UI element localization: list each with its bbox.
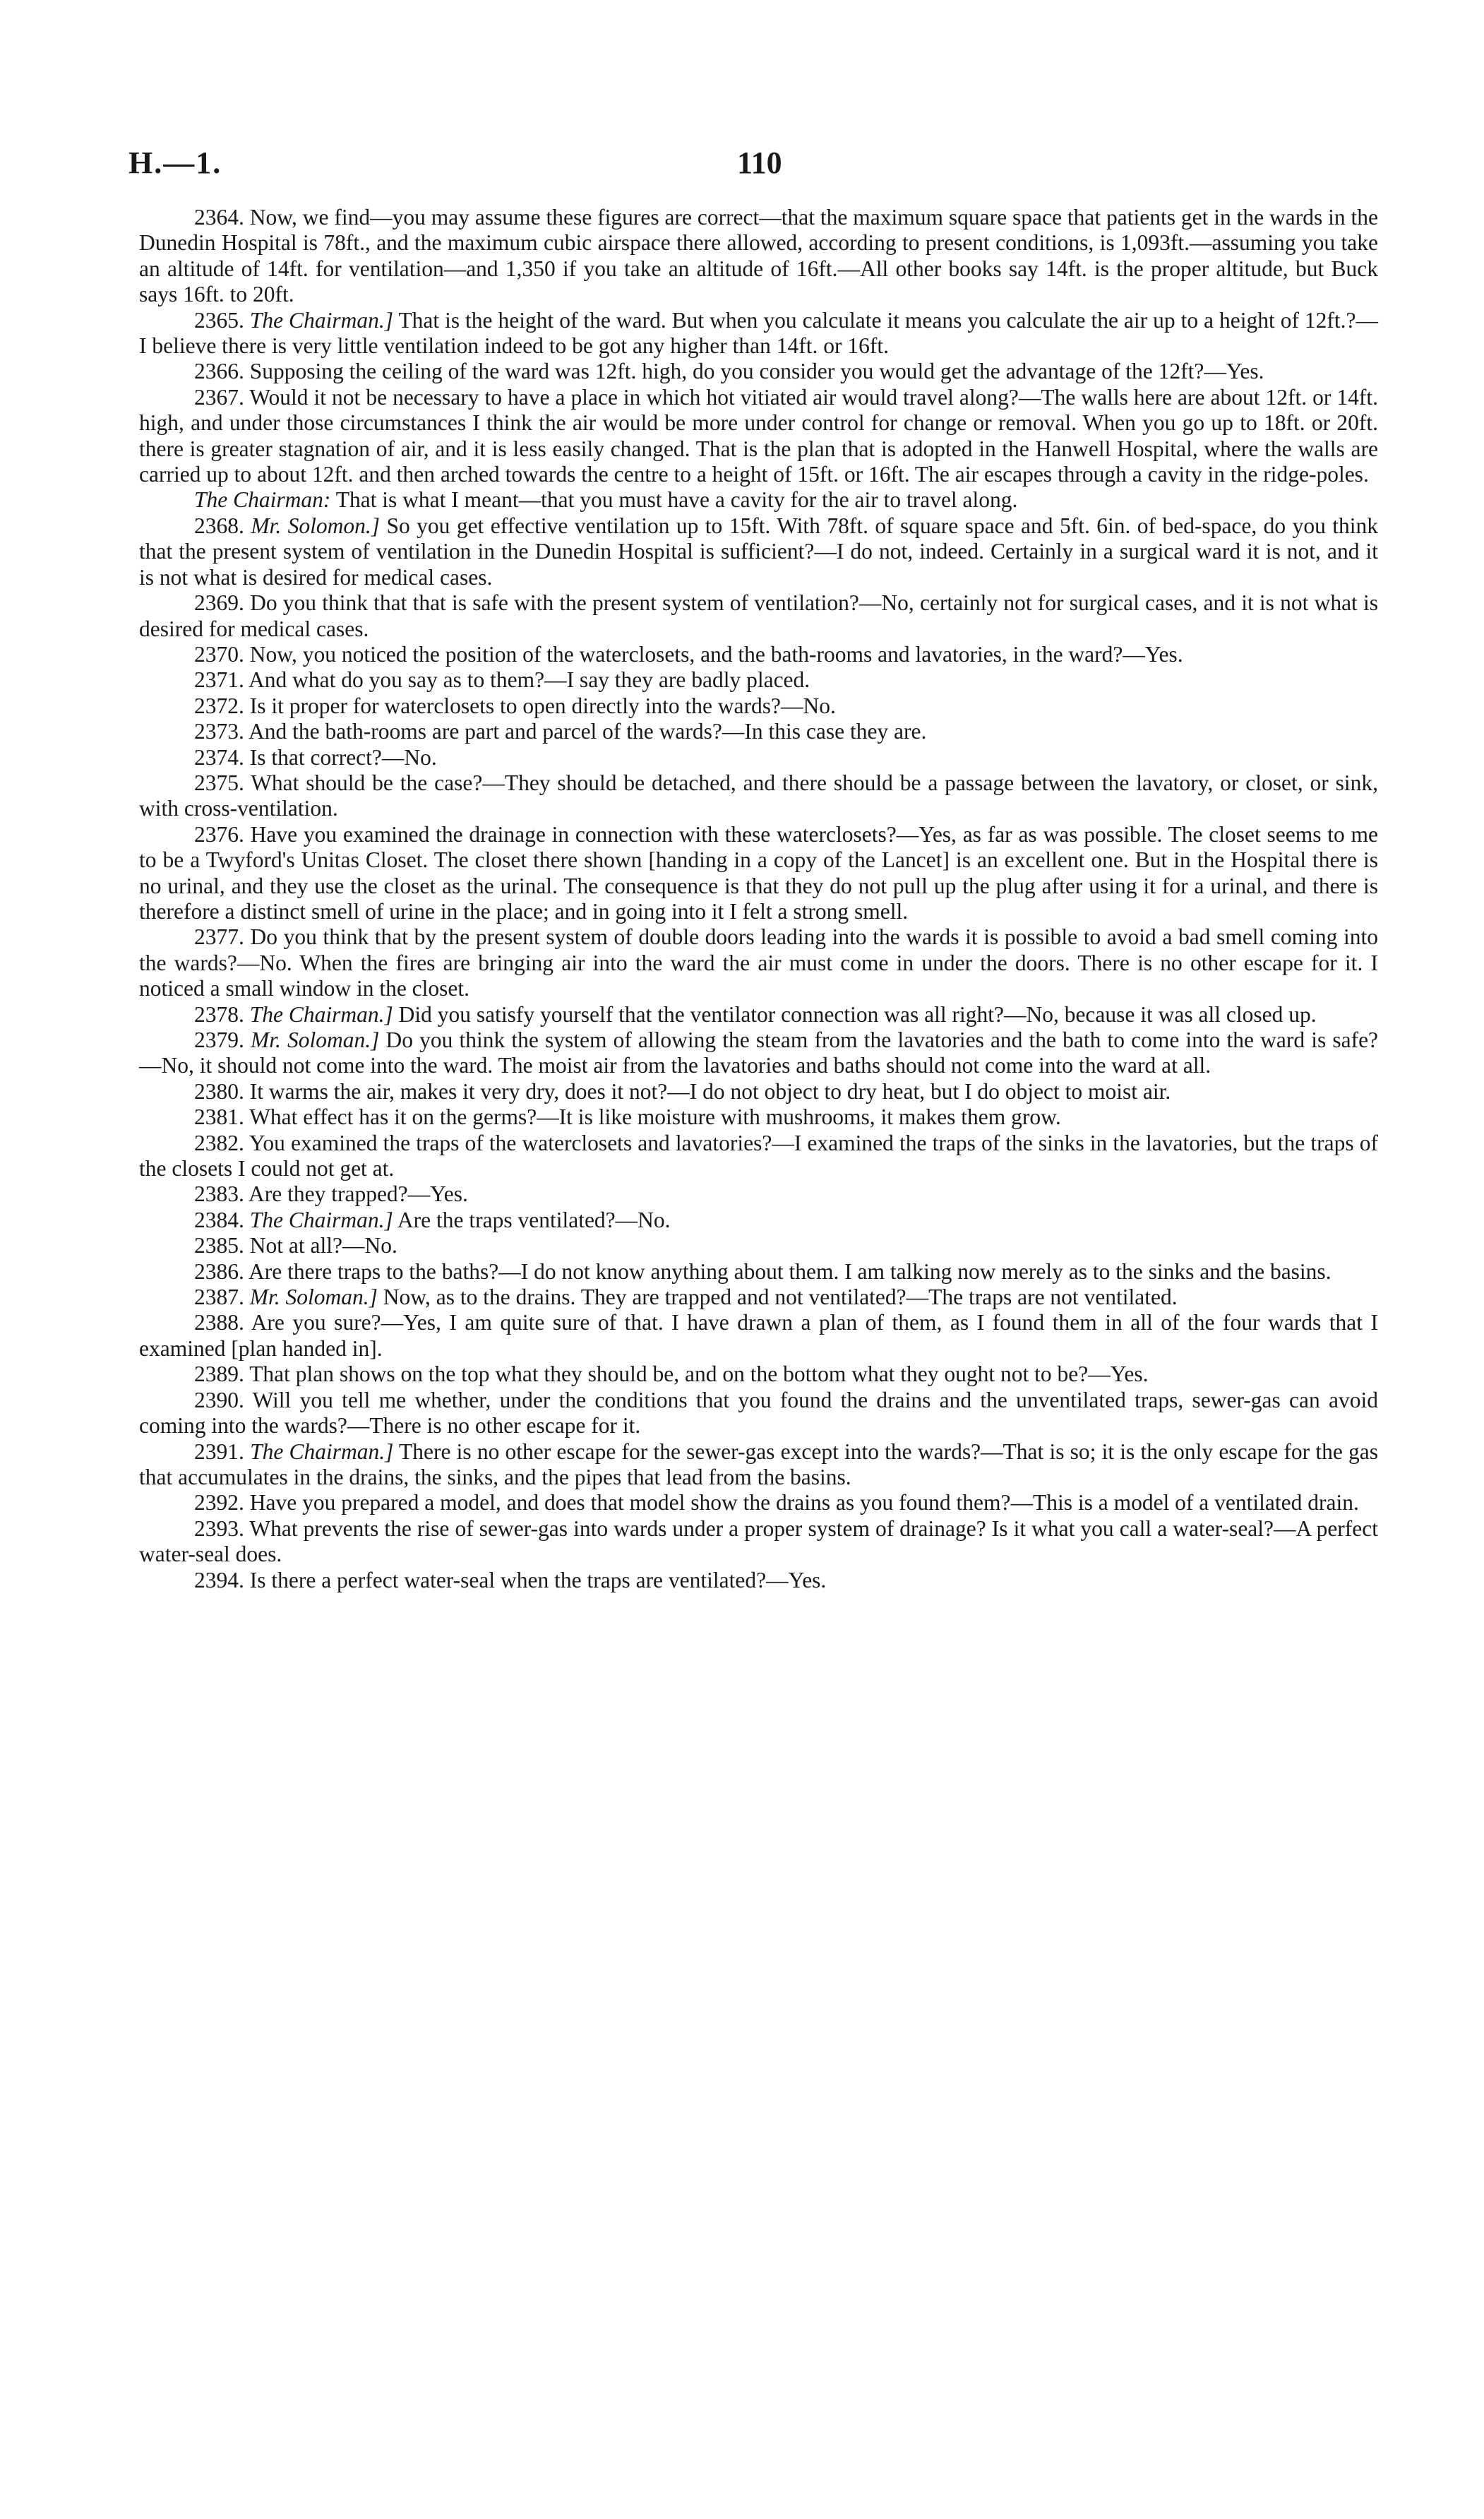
testimony-paragraph: 2393. What prevents the rise of sewer-gas into wards under a proper system of drainage? Is it what you call a water-seal?—A perfect water-seal does. xyxy=(139,1515,1378,1567)
document-reference: H.—1. xyxy=(128,145,222,180)
testimony-paragraph: 2385. Not at all?—No. xyxy=(194,1233,397,1258)
speaker-label: Mr. Soloman.] xyxy=(251,1028,380,1052)
speaker-label: The Chairman.] xyxy=(249,1207,393,1232)
testimony-paragraph: 2380. It warms the air, makes it very dry, does it not?—I do not object to dry heat, but I do object to moist air. xyxy=(194,1078,1171,1104)
testimony-paragraph: 2382. You examined the traps of the waterclosets and lavatories?—I examined the traps of the sinks in the lavatories, but the traps of the closets I could not get at. xyxy=(139,1130,1378,1181)
speaker-label: The Chairman.] xyxy=(250,1439,394,1464)
testimony-paragraph: 2375. What should be the case?—They should be detached, and there should be a passage between the lavatory, or closet, or sink, with cross-ventilation. xyxy=(139,770,1378,821)
speaker-label: The Chairman.] xyxy=(249,1001,393,1027)
testimony-paragraph: 2384. The Chairman.] Are the traps ventilated?—No. xyxy=(194,1207,671,1232)
page-number: 110 xyxy=(737,145,782,180)
testimony-paragraph: 2390. Will you tell me whether, under the conditions that you found the drains and the unventilated traps, sewer-gas can avoid coming into the wards?—There is no other escape for it. xyxy=(139,1387,1379,1439)
speaker-label: Mr. Solomon.] xyxy=(251,513,381,538)
testimony-paragraph: 2378. The Chairman.] Did you satisfy yourself that the ventilator connection was all right?—No, because it was all closed up. xyxy=(194,1001,1317,1027)
testimony-paragraph: 2370. Now, you noticed the position of the waterclosets, and the bath-rooms and lavatories, in the ward?—Yes. xyxy=(194,641,1183,667)
testimony-paragraph: 2386. Are there traps to the baths?—I do not know anything about them. I am talking now merely as to the sinks and the basins. xyxy=(194,1258,1332,1284)
testimony-paragraph: 2365. The Chairman.] That is the height of the ward. But when you calculate it means you calculate the air up to a height of 12ft.?—I believe there is very little ventilation indeed to be got any higher than 14ft. or 16ft. xyxy=(139,307,1378,359)
speaker-label: The Chairman: xyxy=(194,487,331,513)
testimony-paragraph: 2371. And what do you say as to them?—I say they are badly placed. xyxy=(194,667,810,693)
testimony-paragraph: 2379. Mr. Soloman.] Do you think the system of allowing the steam from the lavatories and the bath to come into the ward is safe?—No, it should not come into the ward. The moist air from the lavatories and baths should not come into the ward at all. xyxy=(139,1028,1379,1078)
testimony-paragraph: 2383. Are they trapped?—Yes. xyxy=(194,1181,468,1207)
testimony-body xyxy=(139,205,1378,1593)
testimony-paragraph: 2391. The Chairman.] There is no other escape for the sewer-gas except into the wards?—That is so; it is the only escape for the gas that accumulates in the drains, the sinks, and the pipes that lead from the basins. xyxy=(139,1439,1379,1489)
testimony-paragraph: 2387. Mr. Soloman.] Now, as to the drains. They are trapped and not ventilated?—The traps are not ventilated. xyxy=(194,1285,1178,1310)
testimony-paragraph: 2376. Have you examined the drainage in connection with these waterclosets?—Yes, as far as was possible. The closet seems to me to be a Twyford's Unitas Closet. The closet there shown [handing in a copy of the Lancet] is an excellent one. But in the Hospital there is no urinal, and they use the closet as the urinal. The consequence is that they do not pull up the plug after using it for a urinal, and there is therefore a distinct smell of urine in the place; and in going into it I felt a strong smell. xyxy=(139,821,1379,924)
testimony-paragraph: 2372. Is it proper for waterclosets to open directly into the wards?—No. xyxy=(194,693,836,718)
testimony-paragraph: The Chairman: That is what I meant—that you must have a cavity for the air to travel along. xyxy=(194,487,1018,513)
testimony-paragraph: 2392. Have you prepared a model, and does that model show the drains as you found them?—This is a model of a ventilated drain. xyxy=(194,1490,1359,1515)
testimony-paragraph: 2366. Supposing the ceiling of the ward was 12ft. high, do you consider you would get the advantage of the 12ft?—Yes. xyxy=(194,359,1264,384)
testimony-paragraph: 2377. Do you think that by the present system of double doors leading into the wards it is possible to avoid a bad smell coming into the wards?—No. When the fires are bringing air into the ward the air must come in under the doors. There is no other escape for it. I noticed a small window in the closet. xyxy=(139,924,1379,1001)
testimony-paragraph: 2364. Now, we find—you may assume these figures are correct—that the maximum square space that patients get in the wards in the Dunedin Hospital is 78ft., and the maximum cubic airspace there allowed, according to present conditions, is 1,093ft.—assuming you take an altitude of 14ft. for ventilation—and 1,350 if you take an altitude of 16ft.—All other books say 14ft. is the proper altitude, but Buck says 16ft. to 20ft. xyxy=(139,205,1379,307)
testimony-paragraph: 2388. Are you sure?—Yes, I am quite sure of that. I have drawn a plan of them, as I found them in all of the four wards that I examined [plan handed in]. xyxy=(139,1310,1378,1361)
testimony-paragraph: 2389. That plan shows on the top what they should be, and on the bottom what they ought not to be?—Yes. xyxy=(194,1362,1149,1387)
testimony-paragraph: 2394. Is there a perfect water-seal when the traps are ventilated?—Yes. xyxy=(194,1567,827,1592)
testimony-paragraph: 2373. And the bath-rooms are part and parcel of the wards?—In this case they are. xyxy=(194,719,927,744)
testimony-paragraph: 2367. Would it not be necessary to have a place in which hot vitiated air would travel along?—The walls here are about 12ft. or 14ft. high, and under those circumstances I think the air would be more under control for change or removal. When you go up to 18ft. or 20ft. there is greater stagnation of air, and it is less easily changed. That is the plan that is adopted in the Hanwell Hospital, where the walls are carried up to about 12ft. and then arched towards the centre to a height of 15ft. or 16ft. The air escapes through a cavity in the ridge-poles. xyxy=(139,384,1378,487)
testimony-paragraph: 2369. Do you think that that is safe with the present system of ventilation?—No, certainly not for surgical cases, and it is not what is desired for medical cases. xyxy=(139,590,1378,641)
testimony-paragraph: 2381. What effect has it on the germs?—It is like moisture with mushrooms, it makes them grow. xyxy=(194,1104,1061,1130)
testimony-paragraph: 2374. Is that correct?—No. xyxy=(194,744,437,770)
speaker-label: Mr. Soloman.] xyxy=(249,1285,378,1310)
speaker-label: The Chairman.] xyxy=(249,307,393,333)
testimony-paragraph: 2368. Mr. Solomon.] So you get effective ventilation up to 15ft. With 78ft. of square space and 5ft. 6in. of bed-space, do you think that the present system of ventilation in the Dunedin Hospital is sufficient?—I do not, indeed. Certainly in a surgical ward it is not, and it is not what is desired for medical cases. xyxy=(139,513,1379,590)
page-header xyxy=(128,145,1378,194)
